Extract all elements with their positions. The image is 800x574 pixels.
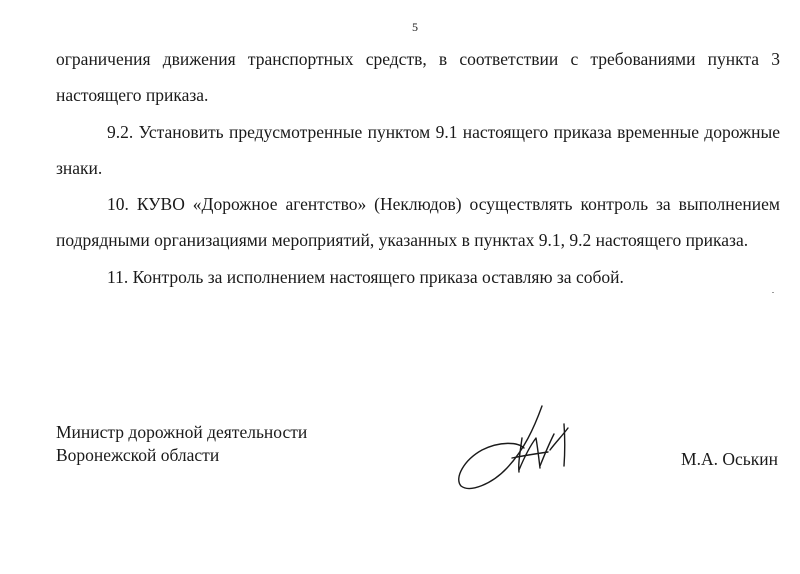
paragraph-9-2: 9.2. Установить предусмотренные пунктом 9.1 настоящего приказа временные дорожные знаки.: [56, 121, 780, 178]
paragraph-continuation: ограничения движения транспортных средств, в соответствии с требованиями пункта 3 настоящего приказа.: [56, 49, 780, 106]
position-title-line2: Воронежской области: [56, 445, 220, 465]
paragraph-10: 10. КУВО «Дорожное агентство» (Неклюдов) осуществлять контроль за выполнением подрядными организациями мероприятий, указанных в пунктах 9.1, 9.2 настоящего приказа.: [56, 194, 780, 251]
handwritten-signature: [452, 398, 592, 498]
position-title-line1: Министр дорожной деятельности: [56, 422, 308, 442]
scan-speck: [772, 292, 774, 293]
signer-name: М.А. Оськин: [681, 449, 778, 469]
signatory-position: [56, 421, 307, 467]
paragraph-11: 11. Контроль за исполнением настоящего приказа оставляю за собой.: [107, 266, 624, 287]
document-body: [56, 41, 780, 295]
page-number: 5: [412, 20, 418, 34]
